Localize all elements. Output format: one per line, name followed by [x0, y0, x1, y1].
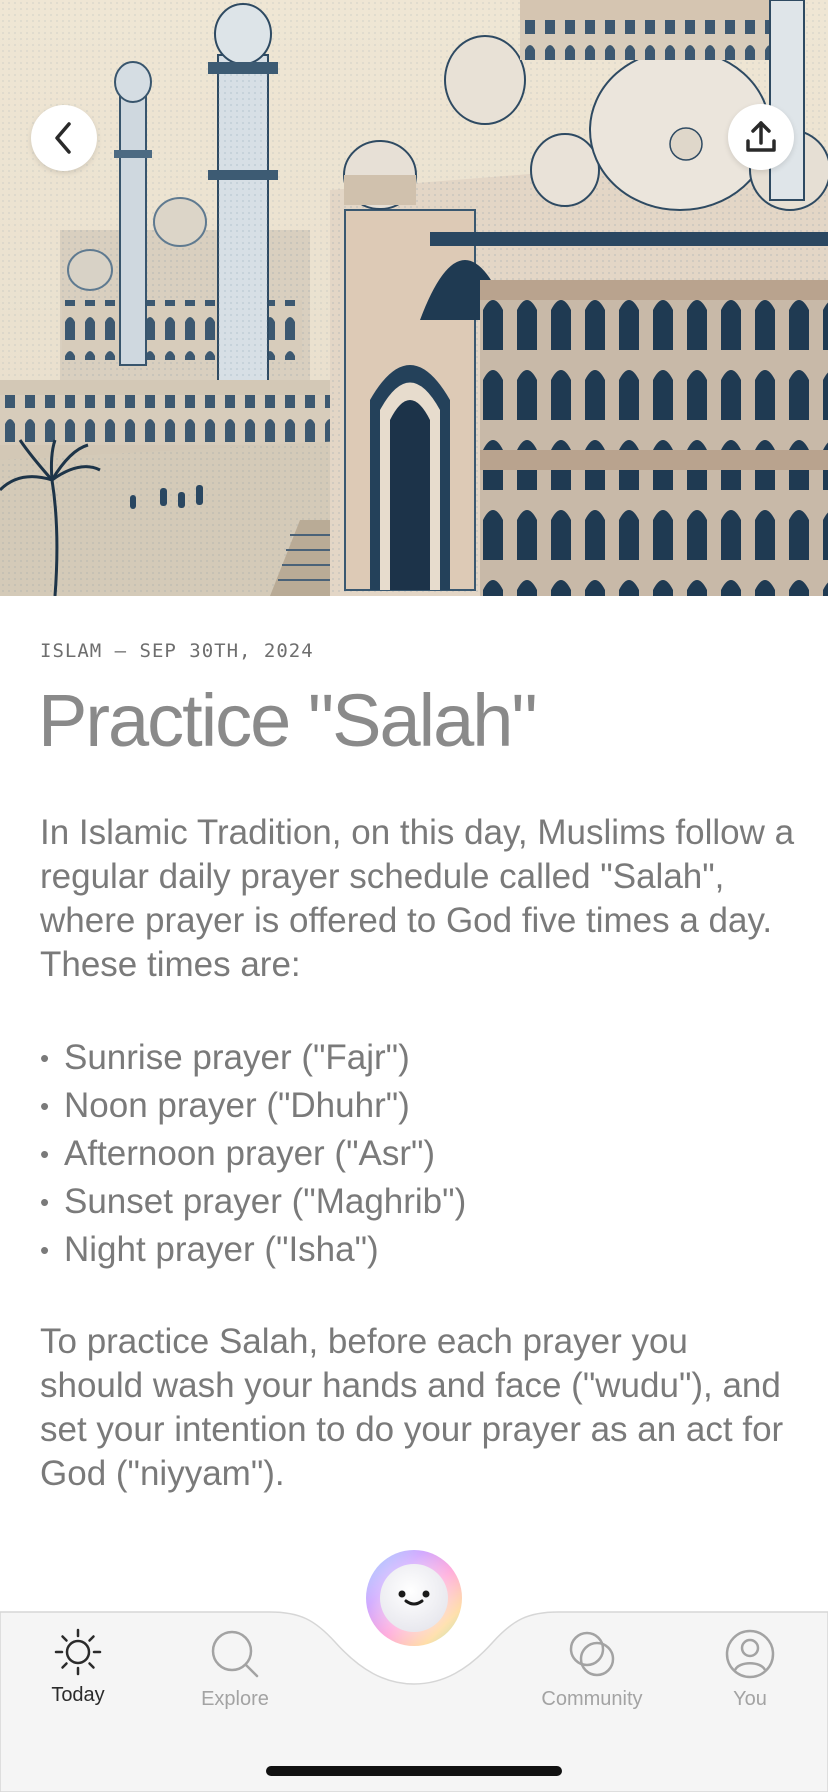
prayer-time: Sunrise prayer ("Fajr"): [64, 1038, 410, 1077]
smiley-orb-icon: [364, 1548, 464, 1648]
tab-community[interactable]: [522, 1560, 662, 1710]
hero-image: [0, 0, 828, 596]
prayer-time: Sunset prayer ("Maghrib"): [64, 1182, 467, 1221]
share-button[interactable]: [728, 104, 794, 170]
search-icon: [209, 1628, 261, 1680]
tab-you[interactable]: [680, 1560, 820, 1710]
person-icon: [724, 1628, 776, 1680]
bullet: •: [40, 1091, 50, 1121]
tab-label: Community: [541, 1688, 643, 1710]
tab-explore[interactable]: [165, 1560, 305, 1710]
article-title: Practice "Salah": [38, 679, 536, 762]
prayer-times-list: [40, 1034, 466, 1274]
chevron-left-icon: [49, 120, 79, 156]
tab-today[interactable]: [8, 1560, 148, 1706]
sun-icon: [54, 1628, 102, 1676]
list-item: [40, 1082, 466, 1130]
tab-label: Explore: [201, 1688, 269, 1710]
tab-label: You: [733, 1688, 767, 1710]
article-outro: To practice Salah, before each prayer you should wash your hands and face ("wudu"), and set your intention to do your prayer as an act for God ("niyyam").: [40, 1322, 784, 1493]
prayer-time: Night prayer ("Isha"): [64, 1230, 379, 1269]
bullet: •: [40, 1235, 50, 1265]
back-button[interactable]: [31, 105, 97, 171]
prayer-time: Noon prayer ("Dhuhr"): [64, 1086, 410, 1125]
overlapping-circles-icon: [566, 1628, 618, 1680]
article-intro: In Islamic Tradition, on this day, Muslims follow a regular daily prayer schedule called "Salah", where prayer is offered to God five times a day. These times are:: [40, 813, 795, 984]
article-meta: ISLAM — SEP 30TH, 2024: [40, 640, 314, 662]
bullet: •: [40, 1139, 50, 1169]
prayer-time: Afternoon prayer ("Asr"): [64, 1134, 436, 1173]
bullet: •: [40, 1043, 50, 1073]
list-item: [40, 1178, 466, 1226]
list-item: [40, 1130, 466, 1178]
mosque-illustration: [0, 0, 828, 596]
home-indicator[interactable]: [266, 1766, 562, 1776]
tab-label: Today: [51, 1684, 105, 1706]
share-upload-icon: [741, 117, 781, 157]
list-item: [40, 1034, 466, 1082]
assistant-button[interactable]: [364, 1548, 464, 1648]
bullet: •: [40, 1187, 50, 1217]
list-item: [40, 1226, 466, 1274]
